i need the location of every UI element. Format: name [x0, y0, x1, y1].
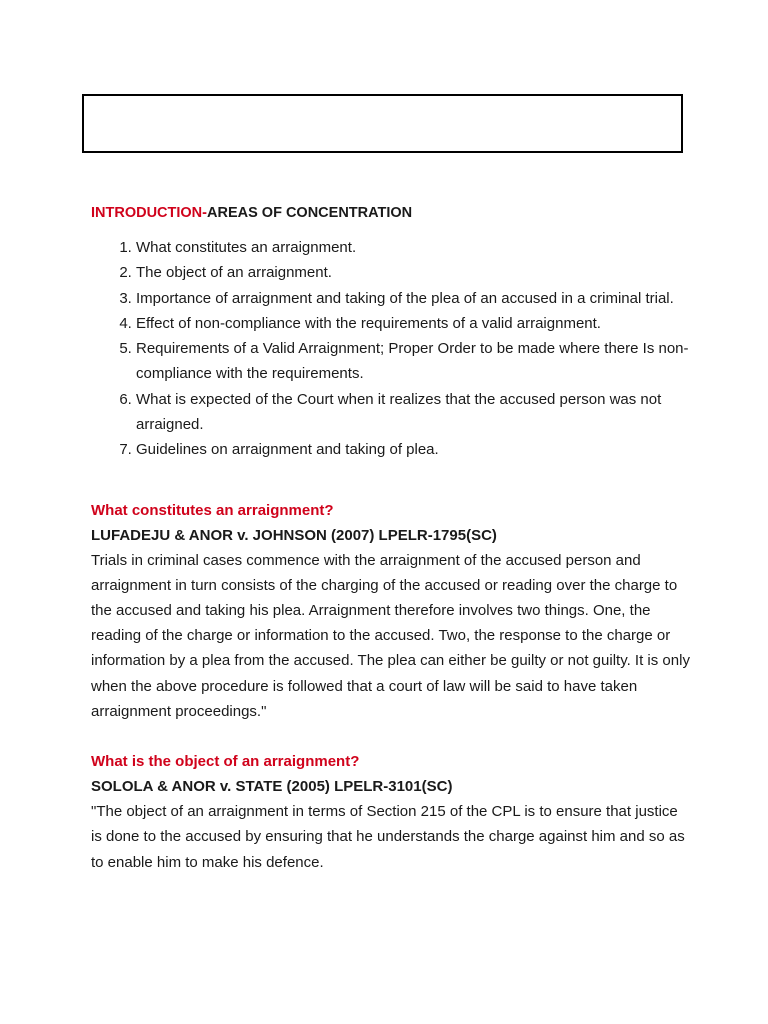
- list-item: 4. Effect of non-compliance with the requirements of a valid arraignment.: [136, 311, 691, 336]
- case-excerpt: Trials in criminal cases commence with the arraignment of the accused person and arraignment in turn consists of the charging of the accused or reading over the charge to the accused and taking his plea. Arraignment therefore involves two things. One, the reading of the charge or information to the accused. Two, the response to the charge or information by a plea from the accused. The plea can either be guilty or not guilty. It is only when the above procedure is followed that a court of law will be said to have taken arraignment proceedings.": [91, 551, 690, 720]
- section-question: What is the object of an arraignment?: [91, 753, 360, 771]
- list-item: 1. What constitutes an arraignment.: [136, 235, 691, 260]
- list-item: 5. Requirements of a Valid Arraignment; Proper Order to be made where there Is non-compliance with the requirements.: [136, 336, 691, 387]
- areas-list: [91, 235, 691, 463]
- section-arraignment-definition: [91, 498, 691, 724]
- intro-heading: [91, 201, 691, 225]
- case-excerpt: "The object of an arraignment in terms of Section 215 of the CPL is to ensure that justice is done to the accused by ensuring that he understands the charge against him and so as to enable him to make his defence.: [91, 803, 685, 871]
- title-box: [82, 94, 683, 153]
- list-item: 6. What is expected of the Court when it realizes that the accused person was not arraigned.: [136, 387, 691, 438]
- list-item: 2. The object of an arraignment.: [136, 260, 691, 285]
- intro-label-red: INTRODUCTION-: [91, 205, 207, 221]
- case-citation: LUFADEJU & ANOR v. JOHNSON (2007) LPELR-1795(SC): [91, 526, 497, 544]
- document-body: [91, 201, 691, 875]
- list-item: 7. Guidelines on arraignment and taking of plea.: [136, 437, 691, 462]
- case-citation: SOLOLA & ANOR v. STATE (2005) LPELR-3101(SC): [91, 778, 453, 796]
- intro-label-black: AREAS OF CONCENTRATION: [207, 205, 413, 221]
- section-arraignment-object: [91, 749, 691, 875]
- list-item: 3. Importance of arraignment and taking of the plea of an accused in a criminal trial.: [136, 286, 691, 311]
- section-question: What constitutes an arraignment?: [91, 501, 334, 519]
